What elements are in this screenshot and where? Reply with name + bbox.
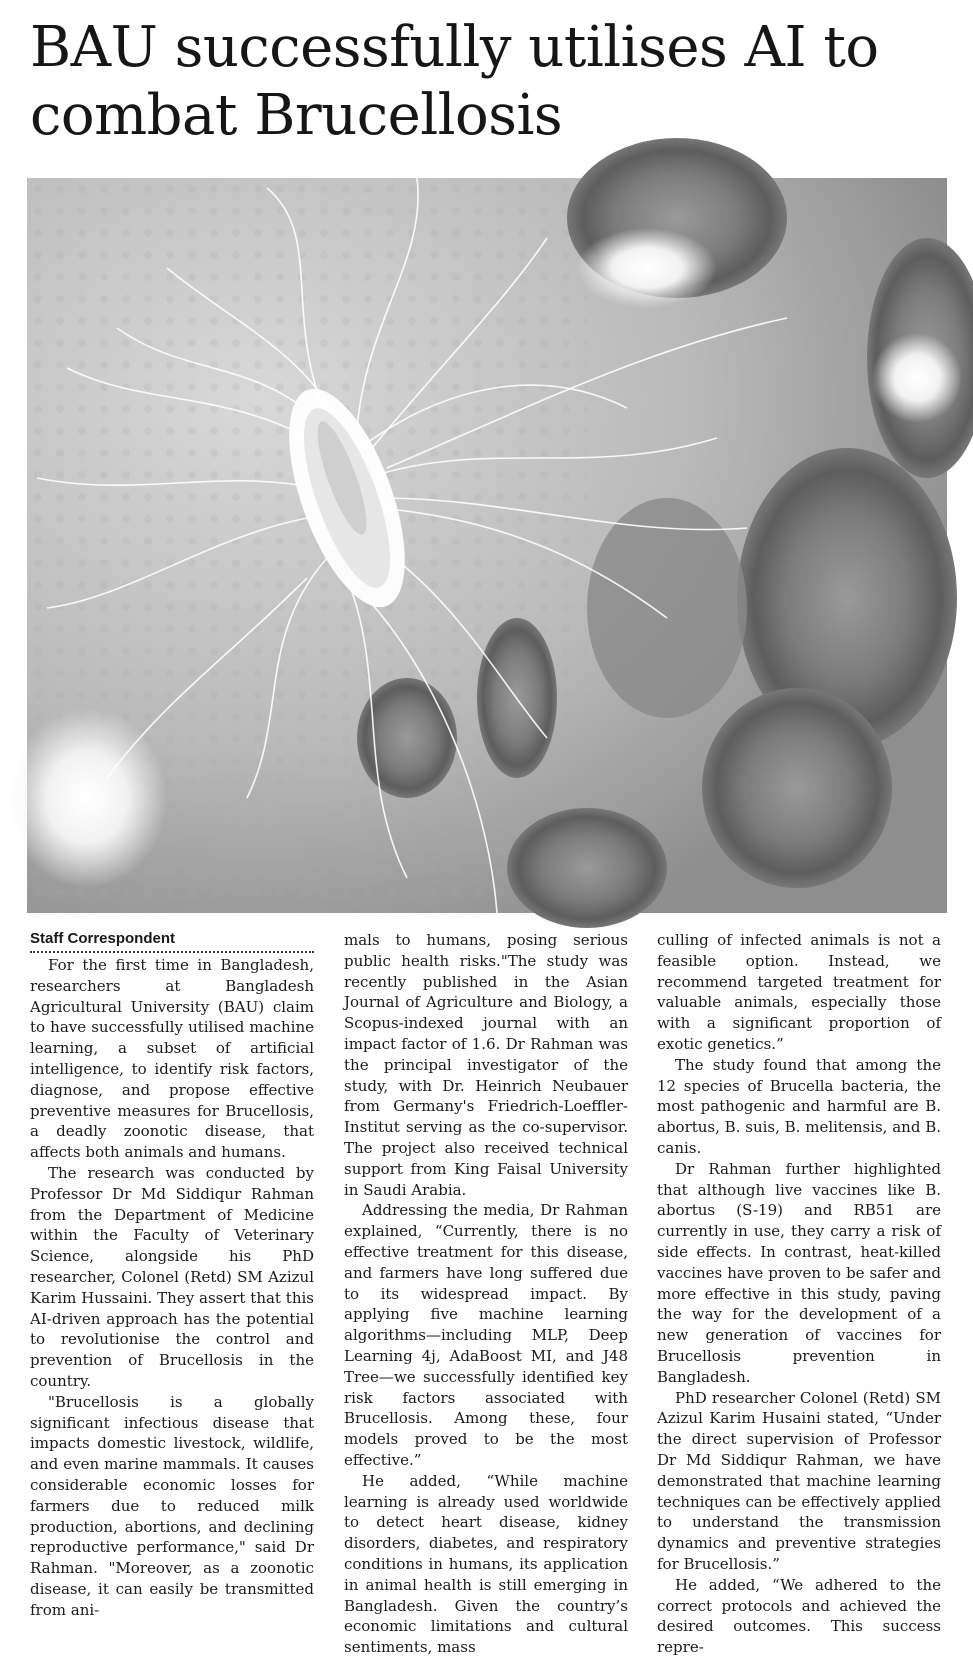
blood-cell [702,688,892,888]
paragraph: culling of infected animals is not a feasible option. Instead, we recommend targeted treatment for valuable animals, especially those with a significant proportion of exotic genetics.” [657,931,941,1053]
article-column-1 [30,930,314,1620]
article-column-3 [657,930,941,1657]
paragraph: The research was conducted by Professor Dr Md Siddiqur Rahman from the Department of Medicine within the Faculty of Veterinary Science, alongside his PhD researcher, Colonel (Retd) SM Azizul Karim Hussaini. They assert that this AI-driven approach has the potential to revolutionise the control and prevention of Brucellosis in the country. [30,1163,314,1390]
light-glow [872,333,962,423]
paragraph: Addressing the media, Dr Rahman explained, “Currently, there is no effective treatment for this disease, and farmers have long suffered due to its widespread impact. By applying five machine learning algorithms—including MLP, Deep Learning 4j, AdaBoost MI, and J48 Tree—we successfully identified key risk factors associated with Brucellosis. Among these, four models proved to be the most effective.” [344,1201,628,1469]
paragraph: He added, “We adhered to the correct protocols and achieved the desired outcomes. This success repre- [657,1575,941,1657]
paragraph: For the first time in Bangladesh, researchers at Bangladesh Agricultural University (BAU) claim to have successfully utilised machine learning, a subset of artificial intelligence, to identify risk factors, diagnose, and propose effective preventive measures for Brucellosis, a deadly zoonotic disease, that affects both animals and humans. [30,956,314,1162]
paragraph: mals to humans, posing serious public health risks."The study was recently published in the Asian Journal of Agriculture and Biology, a Scopus-indexed journal with an impact factor of 1.6. Dr Rahman was the principal investigator of the study, with Dr. Heinrich Neubauer from Germany's Friedrich-Loeffler-Institut serving as the co-supervisor. The project also received technical support from King Faisal University in Saudi Arabia. [344,931,628,1199]
headline: BAU successfully utilises AI to combat Brucellosis [30,15,879,148]
paragraph: The study found that among the 12 species of Brucella bacteria, the most pathogenic and harmful are B. abortus, B. suis, B. melitensis, and B. canis. [657,1055,941,1157]
article-column-2 [344,930,628,1657]
byline: Staff Correspondent [30,930,314,953]
blood-cell [357,678,457,798]
blood-cell [587,498,747,718]
paragraph: "Brucellosis is a globally significant infectious disease that impacts domestic livestock, wildlife, and even marine mammals. It causes considerable economic losses for farmers due to reduced milk production, abortions, and declining reproductive performance," said Dr Rahman. "Moreover, as a zoonotic disease, it can easily be transmitted from ani- [30,1392,314,1619]
blood-cell [507,808,667,928]
paragraph: PhD researcher Colonel (Retd) SM Azizul Karim Husaini stated, “Under the direct supervision of Professor Dr Md Siddiqur Rahman, we have demonstrated that machine learning techniques can be effectively applied to understand the transmission dynamics and preventive strategies for Brucellosis.” [657,1388,941,1573]
article-photo [27,178,947,913]
paragraph: He added, “While machine learning is already used worldwide to detect heart disease, kidney disorders, diabetes, and respiratory conditions in humans, its application in animal health is still emerging in Bangladesh. Given the country’s economic limitations and cultural sentiments, mass [344,1471,628,1657]
paragraph: Dr Rahman further highlighted that although live vaccines like B. abortus (S-19) and RB51 are currently in use, they carry a risk of side effects. In contrast, heat-killed vaccines have proven to be safer and more effective in this study, paving the way for the development of a new generation of vaccines for Brucellosis prevention in Bangladesh. [657,1159,941,1386]
light-glow [577,228,717,308]
bacteria-illustration [27,178,947,913]
article-body [30,930,942,1657]
